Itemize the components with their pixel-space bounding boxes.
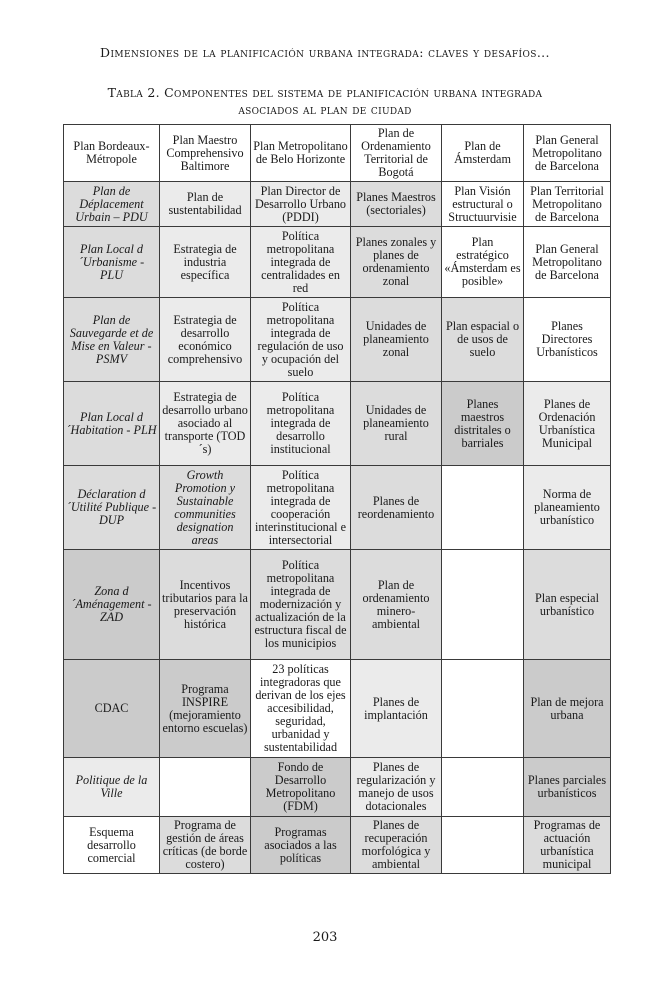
table-row: [64, 298, 611, 382]
page-number: 203: [312, 930, 338, 945]
table-cell: Fondo de Desarrollo Metropolitano (FDM): [251, 758, 351, 817]
table-cell: Unidades de planeamiento rural: [351, 382, 442, 466]
table-row: [64, 550, 611, 660]
table-cell: Programas de actuación urbanística municipal: [524, 817, 611, 874]
table-cell: [160, 758, 251, 817]
table-header-row: [64, 125, 611, 182]
table-row: [64, 382, 611, 466]
table-cell: [442, 466, 524, 550]
table-cell: Política metropolitana integrada de regulación de uso y ocupación del suelo: [251, 298, 351, 382]
table-cell: Incentivos tributarios para la preservación histórica: [160, 550, 251, 660]
table-row: [64, 227, 611, 298]
table-row: [64, 660, 611, 758]
table-cell: Planes Maestros (sectoriales): [351, 182, 442, 227]
caption-line-1: Tabla 2. Componentes del sistema de planificación urbana integrada: [107, 85, 543, 100]
header-cell-belo-horizonte: Plan Metropolitano de Belo Horizonte: [251, 125, 351, 182]
table-cell: Planes de recuperación morfológica y ambiental: [351, 817, 442, 874]
table-cell: CDAC: [64, 660, 160, 758]
table-cell: Plan espacial o de usos de suelo: [442, 298, 524, 382]
table-cell: Plan de Déplacement Urbain – PDU: [64, 182, 160, 227]
table-cell: Plan de Sauvegarde et de Mise en Valeur - PSMV: [64, 298, 160, 382]
table-cell: Política metropolitana integrada de desarrollo institucional: [251, 382, 351, 466]
table-cell: Planes maestros distritales o barriales: [442, 382, 524, 466]
table-cell: Esquema desarrollo comercial: [64, 817, 160, 874]
table-cell: [442, 817, 524, 874]
table-cell: Growth Promotion y Sustainable communities designation areas: [160, 466, 251, 550]
planning-components-table: [63, 124, 611, 874]
table-cell: Planes Directores Urbanísticos: [524, 298, 611, 382]
table-cell: [442, 550, 524, 660]
table-cell: Política metropolitana integrada de centralidades en red: [251, 227, 351, 298]
table-row: [64, 758, 611, 817]
table-cell: Déclaration d´Utilité Publique - DUP: [64, 466, 160, 550]
table-cell: Plan Local d´Urbanisme - PLU: [64, 227, 160, 298]
header-cell-bogota: Plan de Ordenamiento Territorial de Bogotá: [351, 125, 442, 182]
table-cell: Estrategia de industria específica: [160, 227, 251, 298]
header-cell-amsterdam: Plan de Ámsterdam: [442, 125, 524, 182]
table-cell: Política metropolitana integrada de cooperación interinstitucional e intersectorial: [251, 466, 351, 550]
table-cell: Plan especial urbanístico: [524, 550, 611, 660]
header-cell-barcelona: Plan General Metropolitano de Barcelona: [524, 125, 611, 182]
running-head: Dimensiones de la planificación urbana integrada: claves y desafíos...: [100, 45, 550, 60]
table-cell: Planes de regularización y manejo de usos dotacionales: [351, 758, 442, 817]
table-cell: Plan de sustentabilidad: [160, 182, 251, 227]
table-cell: Programa de gestión de áreas críticas (de borde costero): [160, 817, 251, 874]
table-cell: Programas asociados a las políticas: [251, 817, 351, 874]
table-cell: Planes parciales urbanísticos: [524, 758, 611, 817]
table-cell: Planes de reordenamiento: [351, 466, 442, 550]
table-cell: [442, 758, 524, 817]
table-row: [64, 466, 611, 550]
table-cell: Planes de implantación: [351, 660, 442, 758]
table-cell: 23 políticas integradoras que derivan de los ejes accesibilidad, seguridad, urbanidad y sustentabilidad: [251, 660, 351, 758]
table-cell: Zona d´Aménagement - ZAD: [64, 550, 160, 660]
table-cell: Plan Local d´Habitation - PLH: [64, 382, 160, 466]
table-cell: Plan estratégico «Ámsterdam es posible»: [442, 227, 524, 298]
table-cell: Estrategia de desarrollo económico comprehensivo: [160, 298, 251, 382]
table-cell: Estrategia de desarrollo urbano asociado al transporte (TOD´s): [160, 382, 251, 466]
caption-line-2: asociados al plan de ciudad: [238, 102, 412, 117]
header-cell-bordeaux: Plan Bordeaux-Métropole: [64, 125, 160, 182]
table-row: [64, 817, 611, 874]
table-caption: [0, 84, 650, 118]
table-cell: Politique de la Ville: [64, 758, 160, 817]
table-row: [64, 182, 611, 227]
table-cell: Planes zonales y planes de ordenamiento zonal: [351, 227, 442, 298]
table-cell: Política metropolitana integrada de modernización y actualización de la estructura fiscal de los municipios: [251, 550, 351, 660]
table-cell: Plan Visión estructural o Structuurvisie: [442, 182, 524, 227]
table-cell: Plan de mejora urbana: [524, 660, 611, 758]
table-cell: Plan General Metropolitano de Barcelona: [524, 227, 611, 298]
table-cell: Plan Territorial Metropolitano de Barcelona: [524, 182, 611, 227]
header-cell-baltimore: Plan Maestro Comprehensivo Baltimore: [160, 125, 251, 182]
table-cell: Planes de Ordenación Urbanística Municipal: [524, 382, 611, 466]
table-cell: [442, 660, 524, 758]
table-cell: Plan Director de Desarrollo Urbano (PDDI): [251, 182, 351, 227]
table-cell: Norma de planeamiento urbanístico: [524, 466, 611, 550]
table-cell: Programa INSPIRE (mejoramiento entorno escuelas): [160, 660, 251, 758]
table-cell: Unidades de planeamiento zonal: [351, 298, 442, 382]
table-cell: Plan de ordenamiento minero-ambiental: [351, 550, 442, 660]
